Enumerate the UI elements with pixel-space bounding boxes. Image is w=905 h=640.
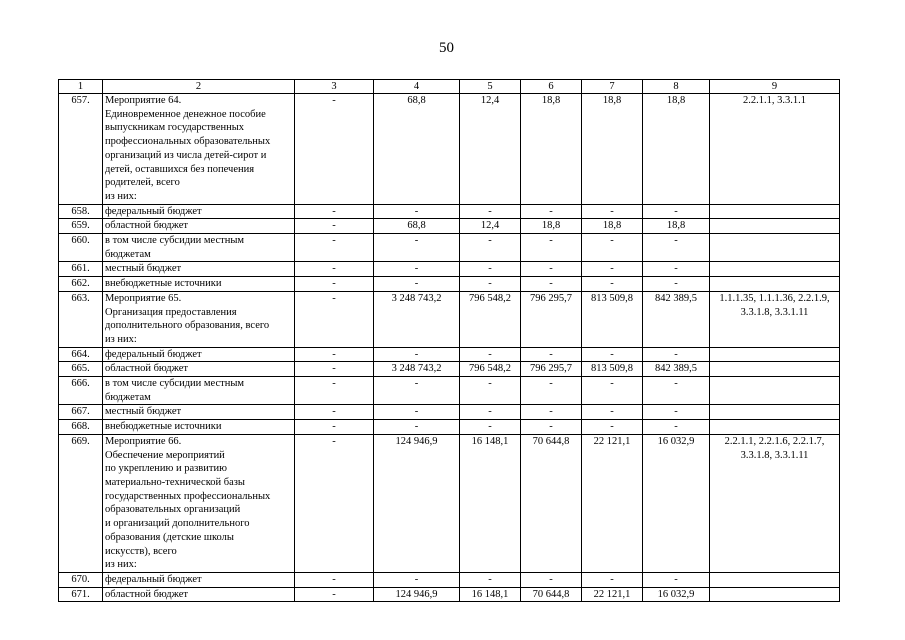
column-header: 3 [295,80,374,94]
page-number: 50 [439,40,454,56]
value-cell: - [460,420,521,435]
description-cell [103,262,295,277]
row-number-cell: 664. [59,347,103,362]
indicator-codes-cell [710,277,840,292]
row-number-cell: 671. [59,587,103,602]
value-cell: 3 248 743,2 [374,291,460,347]
value-cell: - [295,405,374,420]
column-header: 4 [374,80,460,94]
row-number-cell: 660. [59,234,103,262]
description-line: Мероприятие 66. [105,435,182,447]
value-cell: - [374,204,460,219]
value-cell: - [643,347,710,362]
indicator-codes-cell [710,94,840,205]
value-cell: 813 509,8 [582,291,643,347]
row-number-cell: 663. [59,291,103,347]
value-cell: - [374,405,460,420]
description-cell [103,234,295,262]
indicator-code-line: 2.2.1.1, 2.2.1.6, 2.2.1.7, [724,435,825,447]
description-line: в том числе субсидии местным [105,235,245,247]
value-cell: 18,8 [521,219,582,234]
column-header: 9 [710,80,840,94]
value-cell: - [521,377,582,405]
description-cell [103,572,295,587]
column-header: 7 [582,80,643,94]
table-row [59,572,840,587]
description-line: искусств), всего [105,545,177,557]
value-cell: - [521,277,582,292]
value-cell: 16 148,1 [460,587,521,602]
value-cell: 124 946,9 [374,587,460,602]
value-cell: - [643,377,710,405]
value-cell: - [295,362,374,377]
value-cell: 796 548,2 [460,362,521,377]
value-cell: 16 032,9 [643,434,710,572]
description-cell [103,94,295,205]
value-cell: - [582,277,643,292]
description-line: организаций из числа детей-сирот и [105,149,267,161]
indicator-codes-cell [710,262,840,277]
row-number-cell: 670. [59,572,103,587]
description-line: областной бюджет [105,588,188,600]
value-cell: - [374,347,460,362]
table-row [59,362,840,377]
value-cell: - [521,420,582,435]
description-line: федеральный бюджет [105,205,202,217]
indicator-codes-cell [710,362,840,377]
value-cell: - [295,377,374,405]
indicator-codes-cell [710,434,840,572]
indicator-codes-cell [710,234,840,262]
value-cell: - [643,262,710,277]
value-cell: - [460,347,521,362]
indicator-codes-cell [710,377,840,405]
value-cell: - [582,420,643,435]
description-line: Единовременное денежное пособие [105,108,266,120]
description-line: областной бюджет [105,220,188,232]
value-cell: - [643,234,710,262]
indicator-codes-cell [710,587,840,602]
indicator-codes-cell [710,420,840,435]
value-cell: - [643,405,710,420]
value-cell: - [295,277,374,292]
value-cell: - [643,572,710,587]
value-cell: 796 548,2 [460,291,521,347]
table-row [59,219,840,234]
value-cell: - [374,572,460,587]
value-cell: 3 248 743,2 [374,362,460,377]
description-cell [103,377,295,405]
value-cell: - [460,277,521,292]
value-cell: 12,4 [460,94,521,205]
column-header: 2 [103,80,295,94]
value-cell: - [643,204,710,219]
value-cell: 18,8 [643,94,710,205]
value-cell: - [460,204,521,219]
indicator-codes-cell [710,219,840,234]
description-cell [103,434,295,572]
table-row [59,204,840,219]
value-cell: 70 644,8 [521,587,582,602]
table-row [59,434,840,572]
description-cell [103,277,295,292]
table-row [59,420,840,435]
table-row [59,234,840,262]
row-number-cell: 666. [59,377,103,405]
value-cell: - [374,277,460,292]
table-row [59,291,840,347]
description-line: Мероприятие 65. [105,292,182,304]
row-number-cell: 661. [59,262,103,277]
value-cell: - [295,219,374,234]
description-line: детей, оставшихся без попечения [105,163,255,175]
indicator-codes-cell [710,405,840,420]
value-cell: - [295,94,374,205]
value-cell: - [582,347,643,362]
table-row [59,377,840,405]
description-line: внебюджетные источники [105,278,222,290]
value-cell: 18,8 [521,94,582,205]
value-cell: 12,4 [460,219,521,234]
table-row [59,277,840,292]
value-cell: - [521,204,582,219]
description-cell [103,405,295,420]
value-cell: - [295,420,374,435]
value-cell: - [460,405,521,420]
row-number-cell: 668. [59,420,103,435]
description-line: бюджетам [105,248,151,260]
row-number-cell: 667. [59,405,103,420]
description-cell [103,587,295,602]
value-cell: 68,8 [374,219,460,234]
indicator-codes-cell [710,291,840,347]
table-row [59,262,840,277]
row-number-cell: 669. [59,434,103,572]
value-cell: 70 644,8 [521,434,582,572]
value-cell: - [295,262,374,277]
value-cell: 813 509,8 [582,362,643,377]
value-cell: - [521,347,582,362]
description-line: федеральный бюджет [105,573,202,585]
description-line: по укреплению и развитию [105,463,227,475]
table-row [59,405,840,420]
description-line: из них: [105,190,137,202]
value-cell: 22 121,1 [582,434,643,572]
value-cell: 796 295,7 [521,362,582,377]
indicator-code-line: 3.3.1.8, 3.3.1.11 [740,449,809,461]
description-line: и организаций дополнительного [105,518,250,530]
value-cell: - [460,572,521,587]
value-cell: - [295,434,374,572]
header-row [59,80,840,94]
description-cell [103,219,295,234]
value-cell: - [521,405,582,420]
value-cell: - [521,262,582,277]
budget-table [58,79,840,602]
table-row [59,347,840,362]
value-cell: - [295,291,374,347]
indicator-codes-cell [710,204,840,219]
value-cell: - [582,377,643,405]
value-cell: 22 121,1 [582,587,643,602]
value-cell: - [643,420,710,435]
value-cell: 18,8 [643,219,710,234]
description-line: выпускникам государственных [105,122,245,134]
description-cell [103,362,295,377]
value-cell: - [582,204,643,219]
description-cell [103,420,295,435]
column-header: 8 [643,80,710,94]
value-cell: 124 946,9 [374,434,460,572]
row-number-cell: 665. [59,362,103,377]
value-cell: - [460,377,521,405]
value-cell: - [521,234,582,262]
value-cell: 842 389,5 [643,291,710,347]
description-line: государственных профессиональных [105,490,271,502]
value-cell: - [643,277,710,292]
value-cell: - [295,347,374,362]
value-cell: - [295,587,374,602]
value-cell: - [582,405,643,420]
row-number-cell: 662. [59,277,103,292]
value-cell: - [295,234,374,262]
description-cell [103,347,295,362]
indicator-code-line: 1.1.1.35, 1.1.1.36, 2.2.1.9, [719,292,830,304]
description-line: Организация предоставления [105,306,237,318]
value-cell: - [460,234,521,262]
value-cell: - [374,262,460,277]
description-line: из них: [105,559,137,571]
value-cell: - [374,234,460,262]
indicator-code-line: 3.3.1.8, 3.3.1.11 [740,306,809,318]
row-number-cell: 658. [59,204,103,219]
indicator-code-line: 2.2.1.1, 3.3.1.1 [743,95,806,106]
table-row [59,587,840,602]
value-cell: - [295,204,374,219]
description-cell [103,291,295,347]
value-cell: - [374,377,460,405]
description-line: в том числе субсидии местным [105,378,245,390]
description-line: материально-технической базы [105,476,245,488]
value-cell: 16 148,1 [460,434,521,572]
value-cell: - [521,572,582,587]
column-header: 5 [460,80,521,94]
value-cell: 796 295,7 [521,291,582,347]
value-cell: 842 389,5 [643,362,710,377]
indicator-codes-cell [710,572,840,587]
description-line: дополнительного образования, всего [105,320,270,332]
indicator-codes-cell [710,347,840,362]
description-line: местный бюджет [105,406,182,418]
description-line: внебюджетные источники [105,421,222,433]
value-cell: 68,8 [374,94,460,205]
value-cell: - [295,572,374,587]
table-row [59,94,840,205]
description-line: федеральный бюджет [105,348,202,360]
description-line: Мероприятие 64. [105,95,182,106]
table-body [59,94,840,602]
column-header: 6 [521,80,582,94]
value-cell: 18,8 [582,94,643,205]
description-cell [103,204,295,219]
description-line: из них: [105,333,137,345]
row-number-cell: 659. [59,219,103,234]
value-cell: - [582,262,643,277]
description-line: местный бюджет [105,263,182,275]
description-line: образования (детские школы [105,531,234,543]
value-cell: - [460,262,521,277]
column-header: 1 [59,80,103,94]
value-cell: - [374,420,460,435]
value-cell: 16 032,9 [643,587,710,602]
description-line: бюджетам [105,391,151,403]
row-number-cell: 657. [59,94,103,205]
description-line: Обеспечение мероприятий [105,449,225,461]
description-line: областной бюджет [105,363,188,375]
description-line: образовательных организаций [105,504,241,516]
description-line: профессиональных образовательных [105,136,271,148]
description-line: родителей, всего [105,177,180,189]
value-cell: - [582,234,643,262]
value-cell: - [582,572,643,587]
value-cell: 18,8 [582,219,643,234]
